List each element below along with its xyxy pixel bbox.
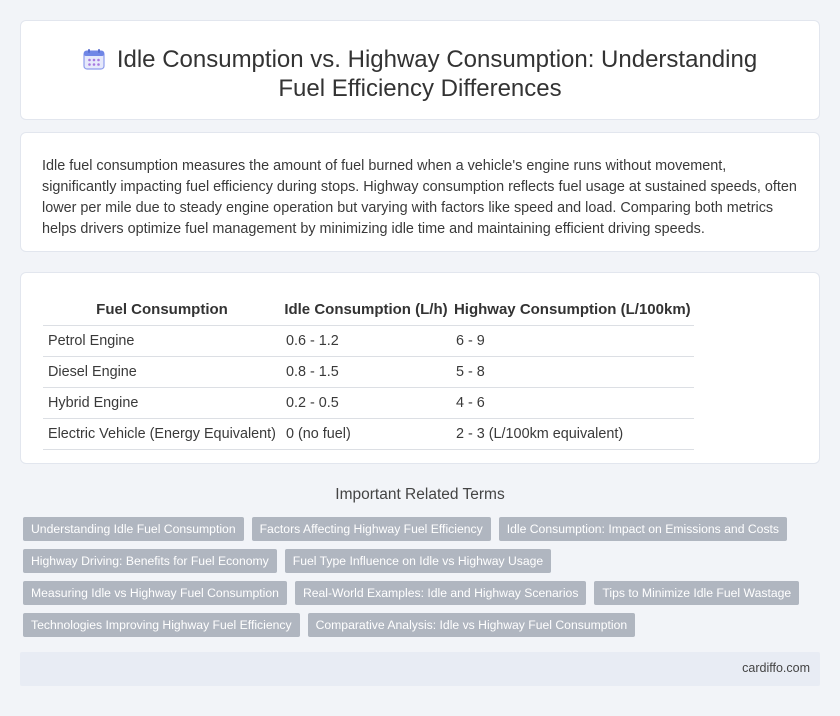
- table-cell: 6 - 9: [451, 325, 694, 356]
- table-cell: Hybrid Engine: [43, 387, 281, 418]
- table-cell: 0 (no fuel): [281, 418, 451, 449]
- column-header: Highway Consumption (L/100km): [453, 301, 691, 319]
- table-row: [43, 418, 694, 449]
- calendar-icon: [83, 48, 105, 70]
- table-row: [43, 387, 694, 418]
- related-term-tag[interactable]: Highway Driving: Benefits for Fuel Economy: [23, 549, 277, 573]
- related-term-tag[interactable]: Fuel Type Influence on Idle vs Highway Usage: [285, 549, 551, 573]
- intro-card: [20, 132, 820, 252]
- table-card: [20, 272, 820, 464]
- column-header: Idle Consumption (L/h): [284, 301, 448, 319]
- table-cell: Petrol Engine: [43, 325, 281, 356]
- related-term-tag[interactable]: Measuring Idle vs Highway Fuel Consumption: [23, 581, 287, 605]
- footer: [20, 652, 820, 686]
- related-term-tag[interactable]: Idle Consumption: Impact on Emissions and Costs: [499, 517, 787, 541]
- table-cell: Electric Vehicle (Energy Equivalent): [43, 418, 281, 449]
- table-cell: 5 - 8: [451, 356, 694, 387]
- related-term-tag[interactable]: Factors Affecting Highway Fuel Efficiency: [252, 517, 491, 541]
- intro-paragraph: Idle fuel consumption measures the amount of fuel burned when a vehicle's engine runs without movement, significantly impacting fuel efficiency during stops. Highway consumption reflects fuel usage at sustained speeds, often lower per mile due to steady engine operation but varying with factors like speed and load. Comparing both metrics helps drivers optimize fuel management by minimizing idle time and maintaining efficient driving speeds.: [42, 158, 797, 237]
- related-term-tag[interactable]: Technologies Improving Highway Fuel Efficiency: [23, 613, 300, 637]
- table-row: [43, 325, 694, 356]
- related-term-tag[interactable]: Real-World Examples: Idle and Highway Scenarios: [295, 581, 586, 605]
- table-row: [43, 356, 694, 387]
- consumption-table: [43, 295, 694, 450]
- table-cell: 0.6 - 1.2: [281, 325, 451, 356]
- related-term-tag[interactable]: Understanding Idle Fuel Consumption: [23, 517, 244, 541]
- table-cell: Diesel Engine: [43, 356, 281, 387]
- table-cell: 2 - 3 (L/100km equivalent): [451, 418, 694, 449]
- related-terms-heading: Important Related Terms: [335, 486, 505, 503]
- related-term-tag[interactable]: Tips to Minimize Idle Fuel Wastage: [594, 581, 799, 605]
- footer-site-link[interactable]: cardiffo.com: [742, 661, 810, 675]
- column-header: Fuel Consumption: [96, 301, 228, 319]
- table-header-row: [43, 295, 694, 325]
- page-title-wrap: [61, 45, 779, 103]
- table-cell: 0.2 - 0.5: [281, 387, 451, 418]
- related-terms-list: [23, 517, 813, 645]
- table-cell: 0.8 - 1.5: [281, 356, 451, 387]
- table-cell: 4 - 6: [451, 387, 694, 418]
- related-term-tag[interactable]: Comparative Analysis: Idle vs Highway Fuel Consumption: [308, 613, 636, 637]
- title-card: [20, 20, 820, 120]
- page-title: Idle Consumption vs. Highway Consumption: Understanding Fuel Efficiency Differences: [116, 46, 758, 102]
